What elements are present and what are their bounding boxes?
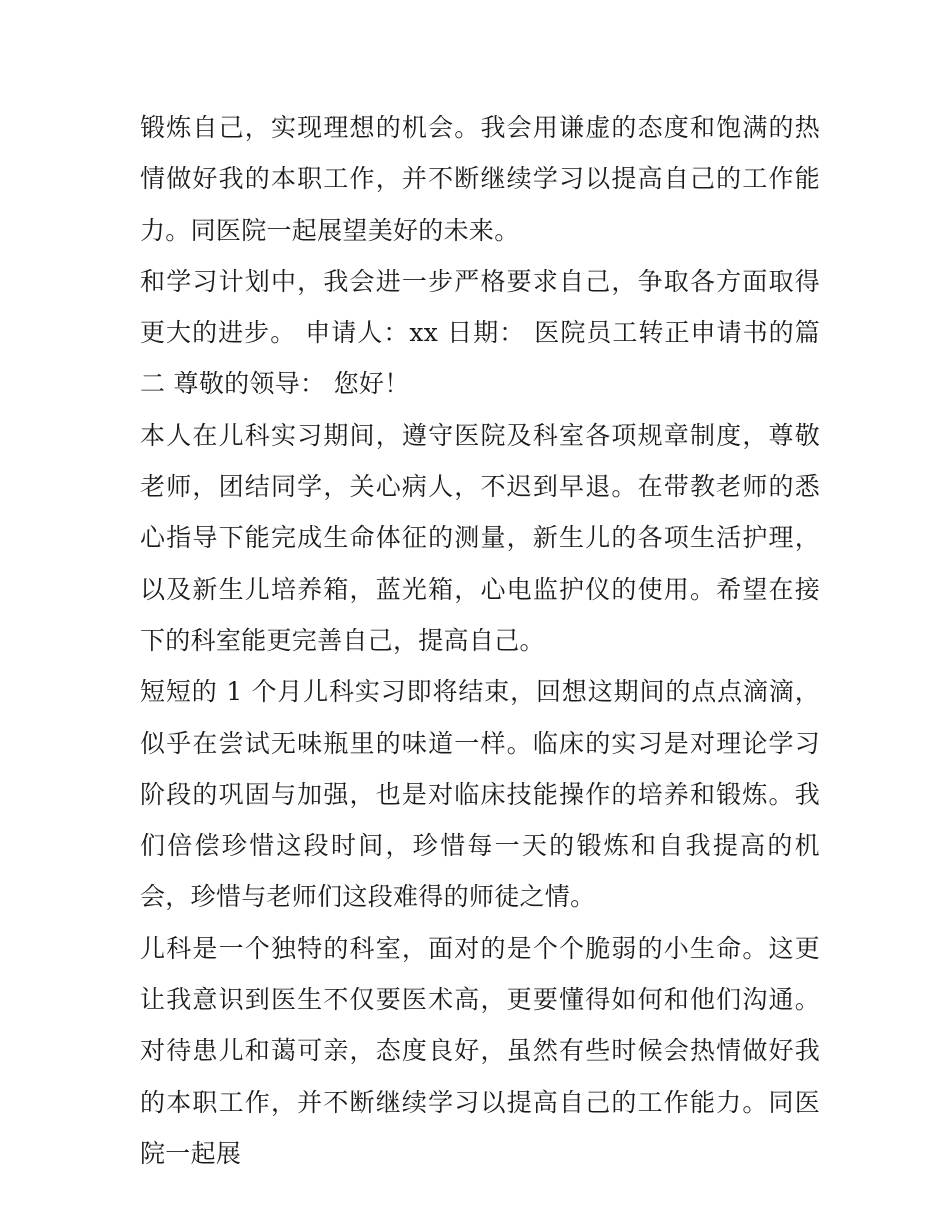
paragraph-3: 本人在儿科实习期间，遵守医院及科室各项规章制度，尊敬老师，团结同学，关心病人，不迟到早退。在带教老师的悉心指导下能完成生命体征的测量，新生儿的各项生活护理，以及新生儿培养箱，蓝光箱，心电监护仪的使用。希望在接下的科室能更完善自己，提高自己。 bbox=[140, 420, 820, 655]
document-body bbox=[140, 102, 820, 1179]
paragraph-4: 短短的 1 个月儿科实习即将结束，回想这期间的点点滴滴，似乎在尝试无味瓶里的味道一样。临床的实习是对理论学习阶段的巩固与加强，也是对临床技能操作的培养和锻炼。我们倍偿珍惜这段时间，珍惜每一天的锻炼和自我提高的机会，珍惜与老师们这段难得的师徒之情。 bbox=[140, 677, 820, 912]
paragraph-2: 和学习计划中，我会进一步严格要求自己，争取各方面取得更大的进步。 申请人：xx 日期： 医院员工转正申请书的篇二 尊敬的领导： 您好！ bbox=[140, 266, 820, 399]
paragraph-1: 锻炼自己，实现理想的机会。我会用谦虚的态度和饱满的热情做好我的本职工作，并不断继续学习以提高自己的工作能力。同医院一起展望美好的未来。 bbox=[140, 113, 820, 245]
paragraph-5: 儿科是一个独特的科室，面对的是个个脆弱的小生命。这更让我意识到医生不仅要医术高，更要懂得如何和他们沟通。对待患儿和蔼可亲，态度良好，虽然有些时候会热情做好我的本职工作，并不断继续学习以提高自己的工作能力。同医院一起展 bbox=[140, 933, 820, 1168]
